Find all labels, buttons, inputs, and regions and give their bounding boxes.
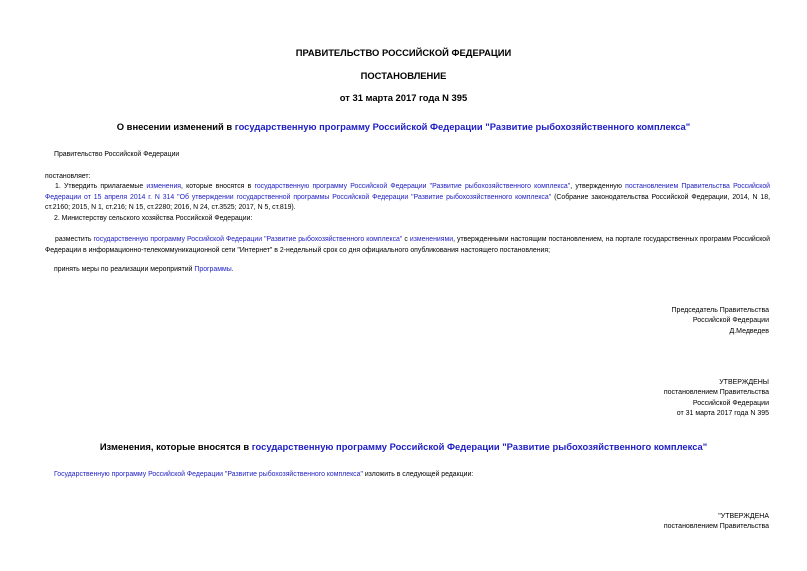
p1-resolution-link[interactable]: постановлением Правительства Российской Федерации от 15 апреля 2014 г. N 314 "Об утверждении государственной программы Российской Федерации "Развитие рыбохозяйственного комплекса" bbox=[45, 183, 771, 201]
decrees-text: постановляет: bbox=[45, 173, 91, 180]
approved-line-4: от 31 марта 2017 года N 395 bbox=[676, 409, 769, 417]
changes-body-text: изложить в следующей редакции: bbox=[362, 471, 474, 478]
changes-title bbox=[0, 441, 807, 452]
approved-line-1: УТВЕРЖДЕНЫ bbox=[719, 379, 769, 386]
approved-line-2: постановлением Правительства bbox=[663, 389, 769, 397]
approved2-line-2: постановлением Правительства bbox=[663, 523, 769, 531]
p4-text-1: принять меры по реализации мероприятий bbox=[54, 266, 195, 273]
p1-text-4: (Собрание законодательства Российской Федерации, 2014, N 18, ст.2160; 2015, N 1, ст.216; N 15, ст.2280; 2016, N 24, ст.3525; 2017, N 5, ст.819). bbox=[45, 193, 770, 212]
changes-title-prefix: Изменения, которые вносятся в bbox=[99, 441, 252, 452]
signature-block bbox=[672, 306, 769, 337]
p3-text-2: с bbox=[402, 236, 410, 243]
p3-text-1: разместить bbox=[55, 236, 94, 243]
title-program-link[interactable]: государственную программу Российской Федерации "Развитие рыбохозяйственного комплекса" bbox=[234, 121, 691, 132]
approved2-line-1: "УТВЕРЖДЕНА bbox=[718, 513, 769, 520]
p4-text-2: . bbox=[231, 266, 234, 273]
changes-body bbox=[54, 470, 473, 481]
p1-text-2: , которые вносятся в bbox=[181, 183, 255, 190]
approved-block-2 bbox=[664, 512, 769, 533]
p3-changes-link[interactable]: изменениями bbox=[409, 236, 454, 243]
signature-line-1: Председатель Правительства bbox=[671, 307, 769, 314]
approved-block bbox=[664, 378, 769, 419]
document-type: ПОСТАНОВЛЕНИЕ bbox=[360, 70, 447, 81]
signature-line-3: Д.Медведев bbox=[729, 327, 769, 335]
changes-title-program-link[interactable]: государственную программу Российской Федерации "Развитие рыбохозяйственного комплекса" bbox=[251, 441, 708, 452]
paragraph-4 bbox=[54, 265, 234, 276]
p1-text-1: 1. Утвердить прилагаемые bbox=[55, 183, 147, 190]
p4-program-link[interactable]: Программы bbox=[194, 266, 232, 273]
p3-text-3: , утвержденными настоящим постановлением, на портале государственных программ Российской Федерации в информационно-телекоммуникационной сети "Интернет" в 2-недельный срок со дня официального опубликования настоящего постановления; bbox=[45, 236, 770, 254]
approved-line-3: Российской Федерации bbox=[692, 399, 769, 407]
p1-changes-link[interactable]: изменения bbox=[146, 183, 182, 190]
government-name: Правительство Российской Федерации bbox=[54, 151, 180, 158]
paragraph-3 bbox=[45, 235, 770, 256]
title-prefix: О внесении изменений в bbox=[116, 121, 235, 132]
p1-program-link[interactable]: государственную программу Российской Федерации "Развитие рыбохозяйственного комплекса" bbox=[254, 183, 571, 190]
document-date-number: от 31 марта 2017 года N 395 bbox=[339, 92, 468, 103]
p3-program-link[interactable]: государственную программу Российской Федерации "Развитие рыбохозяйственного комплекса" bbox=[93, 236, 403, 243]
signature-line-2: Российской Федерации bbox=[692, 317, 769, 325]
paragraph-2: 2. Министерству сельского хозяйства Российской Федерации: bbox=[54, 215, 253, 222]
paragraph-1 bbox=[45, 182, 770, 214]
p1-text-3: , утвержденную bbox=[570, 183, 626, 190]
document-title bbox=[0, 121, 807, 132]
government-heading: ПРАВИТЕЛЬСТВО РОССИЙСКОЙ ФЕДЕРАЦИИ bbox=[295, 47, 512, 58]
changes-program-link[interactable]: Государственную программу Российской Федерации "Развитие рыбохозяйственного комплекса" bbox=[54, 471, 363, 478]
